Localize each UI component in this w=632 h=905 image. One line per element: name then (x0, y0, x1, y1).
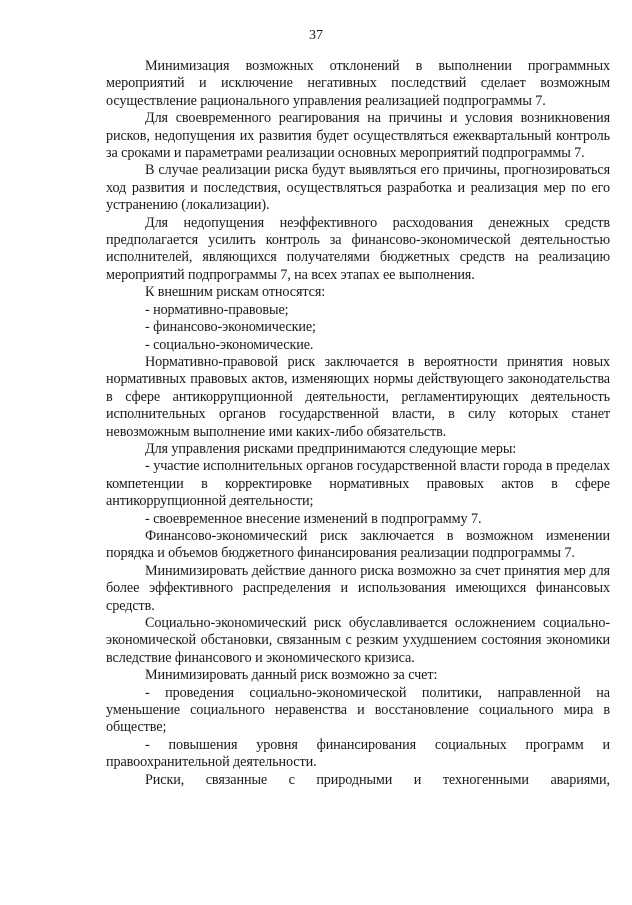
paragraph: Нормативно-правовой риск заключается в вероятности принятия новых нормативных правовых актов, изменяющих нормы действующего законодательства в сфере антикоррупционной деятельности, регламентирующих деятельность исполнительных органов государственной власти, в силу которых станет невозможным выполнение ими каких-либо обязательств. (106, 353, 610, 440)
document-body (106, 58, 610, 789)
list-item: - участие исполнительных органов государственной власти города в пределах компетенции в корректировке нормативных правовых актов в сфере антикоррупционной деятельности; (106, 458, 610, 510)
paragraph: К внешним рискам относятся: (145, 284, 326, 301)
list-item: - повышения уровня финансирования социальных программ и правоохранительной деятельности. (106, 736, 610, 771)
list-item: - своевременное внесение изменений в подпрограмму 7. (145, 510, 482, 527)
paragraph: Для управления рисками предпринимаются следующие меры: (145, 440, 517, 457)
list-item: - нормативно-правовые; (145, 301, 289, 318)
paragraph: Финансово-экономический риск заключается в возможном изменении порядка и объемов бюджетного финансирования реализации подпрограммы 7. (106, 527, 610, 562)
paragraph: Минимизация возможных отклонений в выполнении программных мероприятий и исключение негативных последствий сделает возможным осуществление рационального управления реализацией подпрограммы 7. (106, 58, 610, 109)
paragraph: Риски, связанные с природными и техногенными авариями, (145, 771, 610, 788)
list-item: - финансово-экономические; (145, 319, 316, 336)
paragraph: Минимизировать действие данного риска возможно за счет принятия мер для более эффективного распределения и использования имеющихся финансовых средств. (106, 562, 610, 614)
list-item: - проведения социально-экономической политики, направленной на уменьшение социального неравенства и восстановление социального мира в обществе; (106, 684, 610, 736)
paragraph: В случае реализации риска будут выявляться его причины, прогнозироваться ход развития и последствия, осуществляться разработка и реализация мер по его устранению (локализации). (106, 162, 610, 214)
paragraph: Для своевременного реагирования на причины и условия возникновения рисков, недопущения их развития будет осуществляться ежеквартальный контроль за сроками и параметрами реализации основных мероприятий подпрограммы 7. (106, 110, 610, 162)
page-number: 37 (309, 28, 323, 43)
paragraph: Социально-экономический риск обуславливается осложнением социально-экономической обстановки, связанным с резким ухудшением состояния экономики вследствие финансового и экономического кризиса. (106, 615, 610, 666)
paragraph: Минимизировать данный риск возможно за счет: (145, 667, 438, 684)
paragraph: Для недопущения неэффективного расходования денежных средств предполагается усилить контроль за финансово-экономической деятельностью исполнителей, являющихся получателями бюджетных средств на реализацию мероприятий подпрограммы 7, на всех этапах ее выполнения. (106, 214, 610, 283)
list-item: - социально-экономические. (145, 336, 314, 353)
